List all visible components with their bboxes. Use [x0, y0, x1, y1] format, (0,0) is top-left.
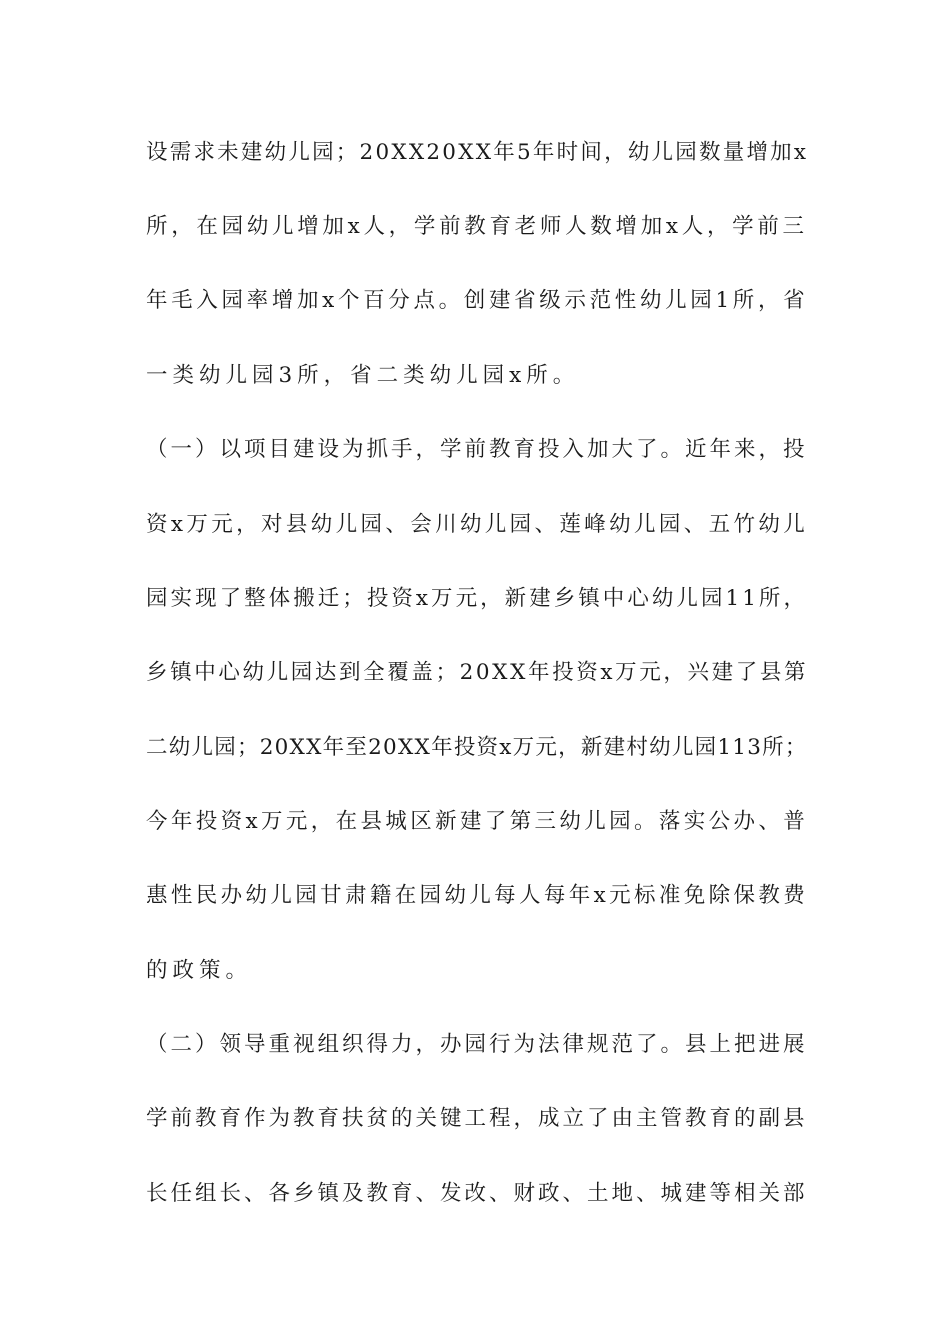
text-line: 惠性民办幼儿园甘肃籍在园幼儿每人每年x元标准免除保教费 [146, 883, 809, 908]
text-line: 二幼儿园；20XX年至20XX年投资x万元，新建村幼儿园113所； [146, 735, 808, 760]
section-heading-line: （二）领导重视组织得力，办园行为法律规范了。县上把进展 [146, 1032, 808, 1057]
text-line: 学前教育作为教育扶贫的关键工程，成立了由主管教育的副县 [146, 1106, 808, 1131]
text-line: 的政策。 [146, 958, 253, 983]
text-line: 资x万元，对县幼儿园、会川幼儿园、莲峰幼儿园、五竹幼儿 [146, 512, 809, 537]
text-line: 设需求未建幼儿园；20XX20XX年5年时间，幼儿园数量增加x [146, 140, 809, 165]
text-line: 长任组长、各乡镇及教育、发改、财政、土地、城建等相关部 [146, 1181, 808, 1206]
text-line: 今年投资x万元，在县城区新建了第三幼儿园。落实公办、普 [146, 809, 809, 834]
text-line: 一类幼儿园3所，省二类幼儿园x所。 [146, 363, 580, 388]
text-line: 园实现了整体搬迁；投资x万元，新建乡镇中心幼儿园11所， [146, 586, 808, 611]
section-heading-line: （一）以项目建设为抓手，学前教育投入加大了。近年来，投 [146, 437, 808, 462]
text-line: 乡镇中心幼儿园达到全覆盖；20XX年投资x万元，兴建了县第 [146, 660, 809, 685]
text-line: 所，在园幼儿增加x人，学前教育老师人数增加x人，学前三 [146, 214, 808, 239]
text-line: 年毛入园率增加x个百分点。创建省级示范性幼儿园1所，省 [146, 288, 809, 313]
